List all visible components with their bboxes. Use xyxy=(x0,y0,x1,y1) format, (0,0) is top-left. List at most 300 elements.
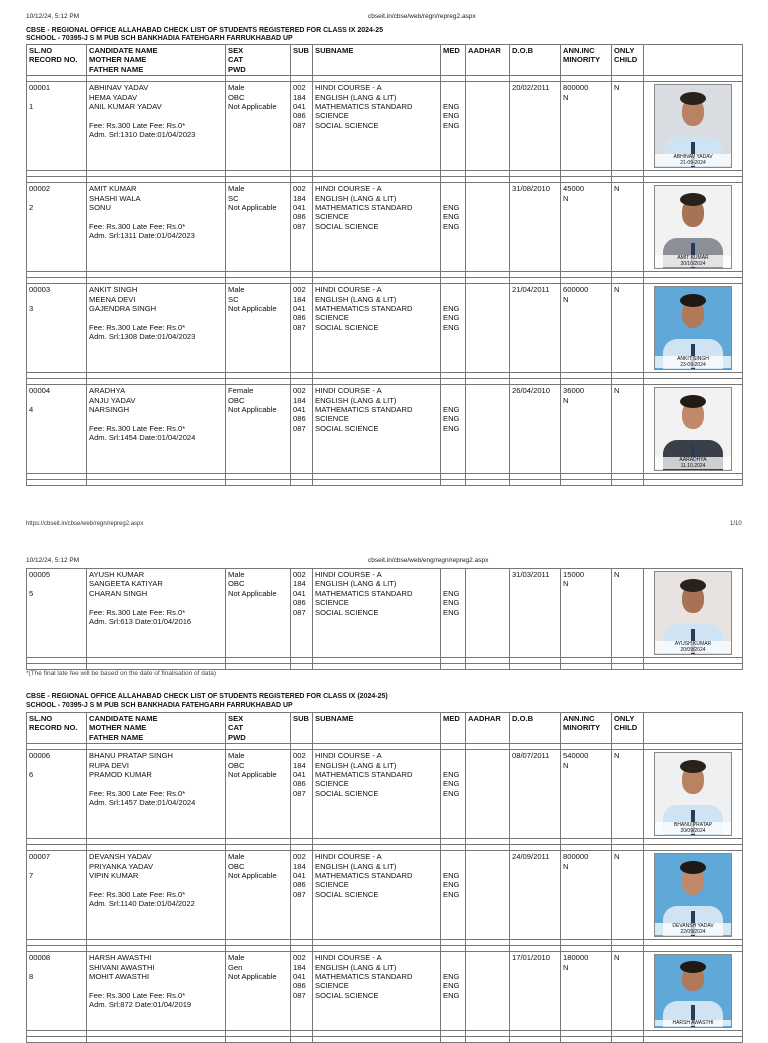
col-slno-header xyxy=(27,713,87,744)
record-number: 7 xyxy=(29,871,34,881)
admission-text: Adm. Srl:1311 Date:01/04/2023 xyxy=(89,231,195,241)
pwd-value: Not Applicable xyxy=(228,203,277,213)
cat-value: OBC xyxy=(228,395,245,405)
candidate-name: ARADHYA xyxy=(89,386,126,396)
photo-caption xyxy=(655,923,731,935)
subject-name: SCIENCE xyxy=(315,598,349,608)
subject-code: 002 xyxy=(293,570,306,579)
subject-code: 086 xyxy=(293,779,306,789)
pwd-value: Not Applicable xyxy=(228,972,277,982)
only-child-cell xyxy=(612,385,644,474)
col-sub-label-0: SUB xyxy=(293,46,310,55)
photo-caption-date: 22/09/2024 xyxy=(680,929,706,936)
admission-text: Adm. Srl:872 Date:01/04/2019 xyxy=(89,1000,192,1010)
photo-cell xyxy=(644,851,743,940)
col-candidate-header xyxy=(87,713,226,744)
fee-text: Fee: Rs.300 Late Fee: Rs.0* xyxy=(89,120,186,130)
col-only-label-1: CHILD xyxy=(614,55,638,65)
late-fee-note: *(The final late fee will be based on the date of finalisation of data) xyxy=(26,670,217,677)
subject-code: 184 xyxy=(293,395,306,405)
mother-name: MEENA DEVI xyxy=(89,294,136,304)
photo-caption-name: BHANU PRATAP xyxy=(673,822,713,829)
medium-value: ENG xyxy=(443,203,460,212)
admission-text: Adm. Srl:1457 Date:01/04/2024 xyxy=(89,798,196,808)
aadhar-cell xyxy=(466,750,510,839)
aadhar-cell xyxy=(466,183,510,272)
subject-code: 087 xyxy=(293,221,306,231)
admission-text: Adm. Srl:1310 Date:01/04/2023 xyxy=(89,130,196,140)
subject-name: MATHEMATICS STANDARD xyxy=(315,203,413,213)
col-slno-header xyxy=(27,45,87,76)
medium-value: ENG xyxy=(443,423,460,433)
minority-value: N xyxy=(563,760,569,770)
record-cell xyxy=(27,952,87,1031)
student-row xyxy=(27,284,743,373)
only-child-value: N xyxy=(614,953,620,963)
medium-value: ENG xyxy=(443,981,460,991)
income-cell xyxy=(561,284,612,373)
record-cell xyxy=(27,183,87,272)
medium-value: ENG xyxy=(443,598,460,608)
col-slno-label-1: RECORD NO. xyxy=(29,55,78,65)
col-sex-label-2: PWD xyxy=(228,64,246,74)
fee-text: Fee: Rs.300 Late Fee: Rs.0* xyxy=(89,889,186,899)
aadhar-cell xyxy=(466,284,510,373)
mother-name: SHASHI WALA xyxy=(89,193,141,203)
record-number: 3 xyxy=(29,304,34,314)
income-cell xyxy=(561,851,612,940)
subject-code: 086 xyxy=(293,313,306,323)
medium-value xyxy=(443,862,463,871)
income-cell xyxy=(561,750,612,839)
subject-names-cell xyxy=(313,385,441,474)
sex-cat-cell xyxy=(226,952,291,1031)
subject-name: HINDI COURSE - A xyxy=(315,285,382,295)
subject-codes-cell xyxy=(291,284,313,373)
sex-value: Female xyxy=(228,386,254,396)
col-candidate-label-0: CANDIDATE NAME xyxy=(89,46,158,55)
minority-value: N xyxy=(563,962,569,972)
students-table-page2a xyxy=(26,568,743,670)
subject-names-cell xyxy=(313,284,441,373)
col-slno-label-0: SL.NO xyxy=(29,46,53,55)
father-name: GAJENDRA SINGH xyxy=(89,304,157,314)
student-row xyxy=(27,952,743,1031)
subject-name: MATHEMATICS STANDARD xyxy=(315,972,413,982)
student-row xyxy=(27,851,743,940)
subject-name: HINDI COURSE - A xyxy=(315,184,382,194)
dob-cell xyxy=(510,82,561,171)
student-photo xyxy=(654,853,732,937)
page-number: 1/10 xyxy=(730,521,742,527)
annual-income: 36000 xyxy=(563,386,585,396)
col-candidate-label-1: MOTHER NAME xyxy=(89,55,147,65)
subject-name: HINDI COURSE - A xyxy=(315,852,382,862)
annual-income: 180000 xyxy=(563,953,589,963)
col-anninc-label-1: MINORITY xyxy=(563,55,601,65)
medium-cell xyxy=(441,750,466,839)
photo-caption xyxy=(655,154,731,166)
subject-name: SCIENCE xyxy=(315,111,349,121)
medium-value xyxy=(443,285,463,294)
subject-name: ENGLISH (LANG & LIT) xyxy=(315,760,397,770)
medium-value: ENG xyxy=(443,788,460,798)
print-url-2: cbseit.in/cbse/web/eng/regn/repreg2.aspx xyxy=(368,557,489,564)
subject-code: 086 xyxy=(293,880,306,890)
subject-code: 184 xyxy=(293,760,306,770)
dob-cell xyxy=(510,284,561,373)
dob-value: 21/04/2011 xyxy=(512,285,550,295)
sex-cat-cell xyxy=(226,183,291,272)
subject-names-cell xyxy=(313,569,441,658)
photo-caption xyxy=(655,1020,731,1026)
photo-caption-date: 23-09-2024 xyxy=(680,362,706,369)
table-header-row xyxy=(27,713,743,744)
fee-text: Fee: Rs.300 Late Fee: Rs.0* xyxy=(89,423,186,433)
subject-code: 184 xyxy=(293,193,306,203)
subject-code: 041 xyxy=(293,770,306,780)
col-aadhar-header xyxy=(466,45,510,76)
students-table-page1 xyxy=(26,44,743,486)
serial-number: 00001 xyxy=(29,83,51,93)
subject-name: HINDI COURSE - A xyxy=(315,570,382,579)
subject-name: SOCIAL SCIENCE xyxy=(315,322,379,332)
student-row xyxy=(27,569,743,658)
medium-value xyxy=(443,386,463,395)
col-candidate-header xyxy=(87,45,226,76)
father-name: ANIL KUMAR YADAV xyxy=(89,102,162,112)
minority-value: N xyxy=(563,579,569,589)
subject-name: SOCIAL SCIENCE xyxy=(315,120,379,130)
student-photo xyxy=(654,286,732,370)
subject-codes-cell xyxy=(291,750,313,839)
subject-codes-cell xyxy=(291,385,313,474)
photo-cell xyxy=(644,952,743,1031)
subject-code: 086 xyxy=(293,981,306,991)
only-child-cell xyxy=(612,851,644,940)
only-child-value: N xyxy=(614,570,620,579)
print-timestamp: 10/12/24, 5:12 PM xyxy=(26,13,80,20)
sex-value: Male xyxy=(228,751,245,761)
medium-value: ENG xyxy=(443,120,460,130)
subject-name: ENGLISH (LANG & LIT) xyxy=(315,92,397,102)
medium-value: ENG xyxy=(443,111,460,121)
subject-name: MATHEMATICS STANDARD xyxy=(315,588,413,598)
annual-income: 800000 xyxy=(563,83,589,93)
photo-cell xyxy=(644,750,743,839)
record-cell xyxy=(27,82,87,171)
medium-cell xyxy=(441,851,466,940)
dob-cell xyxy=(510,750,561,839)
subject-name: SOCIAL SCIENCE xyxy=(315,607,379,617)
medium-value xyxy=(443,761,463,770)
record-cell xyxy=(27,750,87,839)
row-divider xyxy=(27,664,743,670)
aadhar-cell xyxy=(466,385,510,474)
student-photo xyxy=(654,185,732,269)
subject-name: SCIENCE xyxy=(315,779,349,789)
serial-number: 00005 xyxy=(29,570,51,579)
medium-value xyxy=(443,953,463,962)
serial-number: 00002 xyxy=(29,184,51,194)
aadhar-cell xyxy=(466,82,510,171)
dob-value: 24/09/2011 xyxy=(512,852,550,862)
photo-cell xyxy=(644,385,743,474)
subject-code: 184 xyxy=(293,294,306,304)
subject-code: 087 xyxy=(293,423,306,433)
subject-name: SCIENCE xyxy=(315,313,349,323)
subject-code: 086 xyxy=(293,212,306,222)
subject-codes-cell xyxy=(291,851,313,940)
only-child-value: N xyxy=(614,285,620,295)
medium-cell xyxy=(441,385,466,474)
subject-name: SCIENCE xyxy=(315,981,349,991)
col-sub-header xyxy=(291,45,313,76)
sex-cat-cell xyxy=(226,82,291,171)
subject-code: 002 xyxy=(293,751,306,761)
admission-text: Adm. Srl:1140 Date:01/04/2022 xyxy=(89,899,195,909)
photo-caption xyxy=(655,822,731,834)
student-row xyxy=(27,183,743,272)
subject-name: SCIENCE xyxy=(315,212,349,222)
record-cell xyxy=(27,851,87,940)
medium-cell xyxy=(441,82,466,171)
subject-names-cell xyxy=(313,851,441,940)
cat-value: SC xyxy=(228,294,239,304)
subject-codes-cell xyxy=(291,569,313,658)
father-name: NARSINGH xyxy=(89,405,130,415)
medium-value xyxy=(443,963,463,972)
medium-value: ENG xyxy=(443,414,460,424)
medium-value xyxy=(443,570,463,579)
sex-value: Male xyxy=(228,285,245,295)
aadhar-cell xyxy=(466,952,510,1031)
subject-name: SOCIAL SCIENCE xyxy=(315,788,379,798)
student-row xyxy=(27,385,743,474)
subject-name: ENGLISH (LANG & LIT) xyxy=(315,579,397,589)
col-slno-label-0: SL.NO xyxy=(29,714,53,723)
student-photo xyxy=(654,954,732,1028)
sex-value: Male xyxy=(228,852,245,862)
record-number: 1 xyxy=(29,102,34,112)
medium-value xyxy=(443,184,463,193)
candidate-name: BHANU PRATAP SINGH xyxy=(89,751,173,761)
dob-cell xyxy=(510,952,561,1031)
subject-code: 041 xyxy=(293,102,306,112)
col-candidate-label-2: FATHER NAME xyxy=(89,732,144,742)
col-only-label-1: CHILD xyxy=(614,723,638,733)
medium-value xyxy=(443,751,463,760)
sex-cat-cell xyxy=(226,750,291,839)
subject-code: 184 xyxy=(293,962,306,972)
col-sex-label-0: SEX xyxy=(228,46,244,55)
col-only-label-0: ONLY xyxy=(614,46,635,55)
medium-cell xyxy=(441,952,466,1031)
subject-name: SOCIAL SCIENCE xyxy=(315,990,379,1000)
col-dob-label-0: D.O.B xyxy=(512,714,534,723)
subject-code: 087 xyxy=(293,889,306,899)
aadhar-cell xyxy=(466,851,510,940)
candidate-cell xyxy=(87,385,226,474)
col-subname-label-0: SUBNAME xyxy=(315,46,354,55)
subject-code: 002 xyxy=(293,83,306,93)
col-photo-header xyxy=(644,45,743,76)
col-sex-header xyxy=(226,45,291,76)
pwd-value: Not Applicable xyxy=(228,102,277,112)
fee-text: Fee: Rs.300 Late Fee: Rs.0* xyxy=(89,990,186,1000)
cat-value: SC xyxy=(228,193,239,203)
student-row xyxy=(27,82,743,171)
medium-value xyxy=(443,93,463,102)
medium-value: ENG xyxy=(443,779,460,789)
photo-caption xyxy=(655,457,731,469)
col-med-header xyxy=(441,45,466,76)
mother-name: SHIVANI AWASTHI xyxy=(89,962,155,972)
candidate-cell xyxy=(87,952,226,1031)
subject-code: 087 xyxy=(293,322,306,332)
subject-name: HINDI COURSE - A xyxy=(315,751,382,761)
admission-text: Adm. Srl:1454 Date:01/04/2024 xyxy=(89,433,196,443)
col-sub-label-0: SUB xyxy=(293,714,310,723)
mother-name: PRIYANKA YADAV xyxy=(89,861,154,871)
annual-income: 540000 xyxy=(563,751,589,761)
subject-name: MATHEMATICS STANDARD xyxy=(315,871,413,881)
income-cell xyxy=(561,82,612,171)
dob-cell xyxy=(510,851,561,940)
candidate-cell xyxy=(87,284,226,373)
photo-cell xyxy=(644,284,743,373)
dob-value: 31/08/2010 xyxy=(512,184,551,194)
col-dob-label-0: D.O.B xyxy=(512,46,534,55)
only-child-value: N xyxy=(614,83,620,93)
father-name: PRAMOD KUMAR xyxy=(89,770,152,780)
pwd-value: Not Applicable xyxy=(228,405,277,415)
footer-url[interactable]: https://cbseit.in/cbse/web/regn/repreg2.aspx xyxy=(26,521,144,527)
candidate-cell xyxy=(87,183,226,272)
photo-caption-date: 20/10/2024 xyxy=(680,261,706,268)
subject-name: MATHEMATICS STANDARD xyxy=(315,102,413,112)
subject-codes-cell xyxy=(291,952,313,1031)
col-aadhar-label-0: AADHAR xyxy=(468,46,501,55)
col-aadhar-label-0: AADHAR xyxy=(468,714,501,723)
photo-cell xyxy=(644,183,743,272)
subject-name: SCIENCE xyxy=(315,880,349,890)
subject-name: MATHEMATICS STANDARD xyxy=(315,770,413,780)
income-cell xyxy=(561,385,612,474)
subject-code: 087 xyxy=(293,607,306,617)
medium-value: ENG xyxy=(443,322,460,332)
medium-value: ENG xyxy=(443,102,460,111)
subject-code: 041 xyxy=(293,871,306,881)
col-sex-label-0: SEX xyxy=(228,714,244,723)
col-dob-header xyxy=(510,713,561,744)
subject-names-cell xyxy=(313,183,441,272)
col-sex-label-1: CAT xyxy=(228,723,244,733)
sex-cat-cell xyxy=(226,385,291,474)
subject-code: 002 xyxy=(293,953,306,963)
col-anninc-label-1: MINORITY xyxy=(563,723,601,733)
serial-number: 00006 xyxy=(29,751,51,761)
subject-name: ENGLISH (LANG & LIT) xyxy=(315,962,397,972)
fee-text: Fee: Rs.300 Late Fee: Rs.0* xyxy=(89,788,186,798)
medium-value: ENG xyxy=(443,588,460,598)
serial-number: 00004 xyxy=(29,386,51,396)
student-photo xyxy=(654,752,732,836)
photo-caption-name: ANKIT SINGH xyxy=(677,356,709,363)
minority-value: N xyxy=(563,294,569,304)
subject-name: MATHEMATICS STANDARD xyxy=(315,304,413,314)
student-photo xyxy=(654,387,732,471)
subject-code: 002 xyxy=(293,852,306,862)
only-child-cell xyxy=(612,183,644,272)
record-cell xyxy=(27,284,87,373)
mother-name: SANGEETA KATIYAR xyxy=(89,579,163,589)
photo-caption xyxy=(655,356,731,368)
medium-value xyxy=(443,194,463,203)
annual-income: 15000 xyxy=(563,570,585,579)
candidate-name: HARSH AWASTHI xyxy=(89,953,152,963)
medium-value xyxy=(443,396,463,405)
dob-value: 08/07/2011 xyxy=(512,751,550,761)
subject-code: 041 xyxy=(293,972,306,982)
record-number: 4 xyxy=(29,405,34,415)
col-anninc-label-0: ANN.INC xyxy=(563,714,595,723)
annual-income: 45000 xyxy=(563,184,585,194)
fee-text: Fee: Rs.300 Late Fee: Rs.0* xyxy=(89,607,186,617)
record-cell xyxy=(27,569,87,658)
school-title: SCHOOL - 70395-J S M PUB SCH BANKHADIA FATEHGARH FARRUKHABAD UP xyxy=(26,35,293,42)
subject-name: SCIENCE xyxy=(315,414,349,424)
subject-name: MATHEMATICS STANDARD xyxy=(315,405,413,415)
col-candidate-label-2: FATHER NAME xyxy=(89,64,144,74)
minority-value: N xyxy=(563,861,569,871)
dob-cell xyxy=(510,385,561,474)
subject-code: 086 xyxy=(293,414,306,424)
medium-value: ENG xyxy=(443,871,460,880)
dob-value: 26/04/2010 xyxy=(512,386,551,396)
medium-value: ENG xyxy=(443,304,460,313)
col-med-header xyxy=(441,713,466,744)
annual-income: 600000 xyxy=(563,285,589,295)
pwd-value: Not Applicable xyxy=(228,304,277,314)
photo-cell xyxy=(644,82,743,171)
subject-name: ENGLISH (LANG & LIT) xyxy=(315,294,397,304)
report-title-2: CBSE - REGIONAL OFFICE ALLAHABAD CHECK LIST OF STUDENTS REGISTERED FOR CLASS IX (2024-25) xyxy=(26,693,388,700)
cat-value: OBC xyxy=(228,861,245,871)
medium-cell xyxy=(441,284,466,373)
subject-name: HINDI COURSE - A xyxy=(315,953,382,963)
candidate-cell xyxy=(87,851,226,940)
record-number: 2 xyxy=(29,203,34,213)
subject-names-cell xyxy=(313,952,441,1031)
photo-caption-date: 11.10.2024 xyxy=(680,463,706,470)
subject-code: 041 xyxy=(293,304,306,314)
subject-name: ENGLISH (LANG & LIT) xyxy=(315,395,397,405)
subject-names-cell xyxy=(313,750,441,839)
col-subname-header xyxy=(313,45,441,76)
pwd-value: Not Applicable xyxy=(228,770,277,780)
report-title: CBSE - REGIONAL OFFICE ALLAHABAD CHECK LIST OF STUDENTS REGISTERED FOR CLASS IX 2024-25 xyxy=(26,27,384,34)
col-anninc-header xyxy=(561,713,612,744)
subject-name: SOCIAL SCIENCE xyxy=(315,889,379,899)
record-number: 5 xyxy=(29,588,34,598)
photo-caption-name: AYUSH KUMAR xyxy=(674,641,712,647)
row-divider xyxy=(27,1037,743,1043)
sex-value: Male xyxy=(228,570,245,579)
subject-code: 002 xyxy=(293,386,306,396)
col-subname-label-0: SUBNAME xyxy=(315,714,354,723)
subject-name: SOCIAL SCIENCE xyxy=(315,221,379,231)
